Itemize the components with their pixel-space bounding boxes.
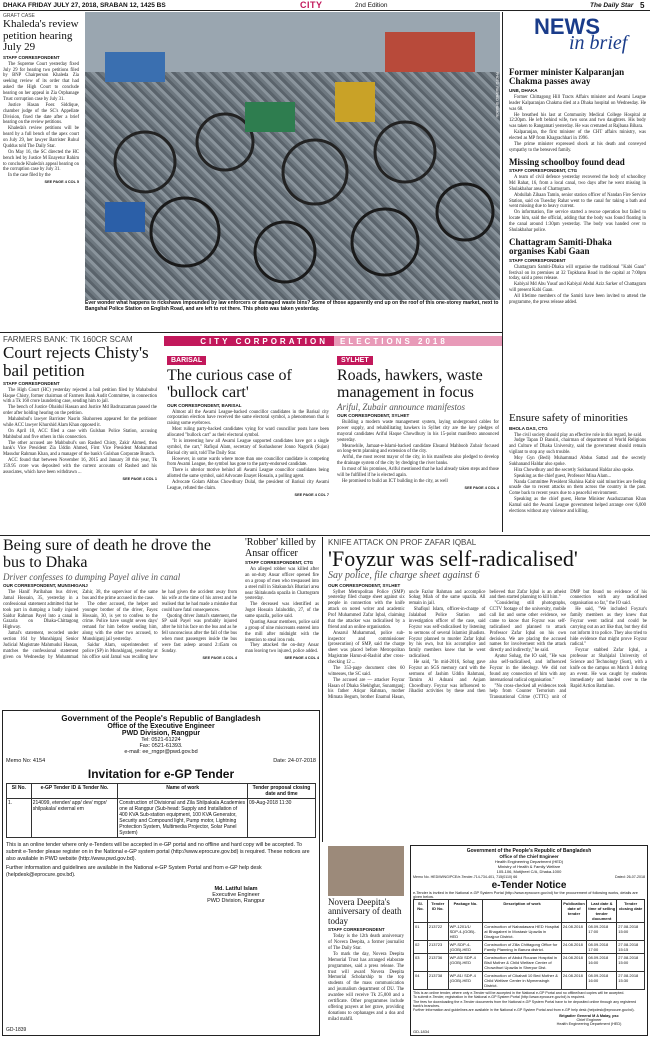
byline: STAFF CORRESPONDENT, CTG [509,168,578,174]
ad-dept-line: Health Engineering Department (HED) [494,859,564,864]
paragraph: The other accused, the helper and younger brother of the driver, Fayez Hossain, 30, is yet to confess to the crime. Police have sought seven days' remand for him before sending him, along with the other two accused, to Munshiganj jail yesterday. [82,601,158,643]
news-in-brief [505,12,650,410]
paragraph: "Considering still photographs, CCTV footage of the university, mobile call list and some other evidence, we came to know that Foyzur was self-radicalised and planned to attack Professor Zafar Iqbal on his own decision. We are placing the accused names for involvement with the attack directly and indirectly," he said. [489,601,567,654]
paragraph: Speaking as the chief guest, Home Minister Asaduzzaman Khan Kamal said the Awami League government helped arrange over 6,000 elections without any violence and killing. [509,497,646,514]
column-header: Description of work [483,900,562,923]
table-cell: 08.09.2018 16:00 [587,954,617,972]
ad-notes [413,991,645,1013]
byline: STAFF CORRESPONDENT, CTG [245,560,314,565]
paragraph: Ariful, the most recent mayor of the city, in his manifesto also pledged to develop the drainage system of the city by dredging the river banks. [337,455,499,467]
article-title: Being sure of death he drove the bus to Dhaka [3,537,211,571]
table-cell: 213722 [427,923,448,941]
paragraph: In most of his promises, Ariful mentioned that he had already taken steps and those will be fulfilled if he is elected again. [337,467,499,478]
paragraph: Khaleda's review petitions will be heard by a full bench of the apex court on July 29, her lawyer Barrister Ruhul Quddus told The Daily Star. [3,126,79,149]
table-header-row [414,900,645,923]
column-rule [322,537,323,842]
paragraph: All lifetime members of the Samiti have been invited to attend the programme, the press release added. [509,294,646,305]
paragraph: Ayatur Sohag, the IO said, "He was also self-radicalised, and influenced Foyzur in the ideology. We did not found any connection of him with any international radical organisation." [489,654,567,683]
table-cell: 02 [414,941,428,954]
article-robber-killed [242,537,322,707]
article-body [167,410,329,492]
paragraph: The prime minister expressed shock at his death and conveyed sympathy to the bereaved family. [509,141,646,153]
table-row [414,941,645,954]
paragraph: He promised to build an ICT building in the city, as well [342,478,448,484]
photo-illustration [85,12,500,300]
brief-item-title: Former minister Kalparanjan Chakma passes away [509,67,625,87]
paragraph: Mahabubul's lawyer Barrister Nasrin Shahoreen appeared for the petitioner while ACC lawyer Khurshid Alam Khan opposed it. [3,417,157,428]
paragraph: An alleged robber was killed after an on-duty Ansar officer opened fire on a group of men who trespassed into a steel mill in Sitakunda's Bhatiari area near Shitakunda upazila in Chattogram yesterday. [245,567,319,602]
table-cell: 03 [414,954,428,972]
column-header: Sl. No. [414,900,428,923]
tender-ad-hed [410,845,648,1036]
column-header: Tender closing date [617,900,645,923]
section-rule [0,535,650,536]
elections-band: ELECTIONS 2018 [334,336,502,346]
signatory-office: Health Engineering Department (HED) [556,1021,622,1026]
table-cell: Construction of Zilla Chittagong Office for Family Planning in Barura district. [483,941,562,954]
paragraph: The 353-page document cites 60 witnesses, the SC said. [328,665,405,677]
column-rule [502,12,503,532]
paragraph: The High Court (HC) yesterday rejected a bail petition filed by Mahabubul Haque Chisty, former chairman of Farmers Bank Audit Committee, in connection with a Tk 160 crore laundering case, sending him to jail. [3,387,157,405]
brief-item-body [509,175,646,234]
byline: STAFF CORRESPONDENT [328,927,385,933]
article-body [328,590,647,840]
ad-office-line: Office of the Chief Engineer [499,854,559,859]
brief-subtitle: in brief [569,32,628,54]
paragraph: He said, "We included Foyzur's family members as they knew that Foyzur went radical and could be carrying out an act like that, but they did not inform it to police. They also tried to hide evidence that might prove Foyzur radical." [570,607,647,648]
tender-table [6,783,316,838]
portrait-photo [328,846,404,896]
paragraph: Chattagram Samiti-Dhaka will organise the traditional "Kabi Gaan" festival on its premises at 32 Topkhana Road in the capital at 7:00pm today, said a press release. [509,264,646,282]
table-cell: 24.08.2018 [561,954,586,972]
ad-memo-row [6,758,316,764]
table-cell: 08.09.2018 16:00 [587,972,617,990]
table-cell: Construction of Divisional and Zila Shilpakala Academies one at Rangpur (Sub-head: Supply and Installation of 400 KVA Sub-station equipment, 100 KVA Generator, Security and Compound light, Pump motor, Lightning Protection System, Multimedia Projector, Solar Panel System) [118,799,248,838]
article-body [245,567,319,655]
paragraph: However, in some wards where more than one councillor candidate is competing from Awami League, the symbol has gone to the party-endorsed candidate. [167,456,329,468]
paragraph: Kalparanjan, the first minister of the CHT affairs ministry, was elected as MP from Khagrachhari in 1996. [509,130,646,141]
ad-signature [156,886,316,904]
article-chisty-bail [0,334,160,532]
continuation: SEE PAGE 4 COL 5 [44,180,79,185]
table-cell: WP-83/ SDP-4 (GOB)-HED [448,954,483,972]
paragraph: Abdullah Zihaan Tamin, senior station officer of Nandan Fire Service Station, said on Tuesday Rahat went to the canal for taking a bath and went missing due to heavy current. [509,192,646,210]
paragraph: Quoting driver Jamal's statement, the SP said Payel was probably injured after he hit his face on the bus and as he fell unconscious after the fall of the bus when most passengers inside the bus were fast asleep around 2:45am on Sunday. [161,613,237,654]
paragraph: Nanda Committee President Shahina Kabir said minorities are feeling unsafe due to recent attacks on them across the country in the past. Come back to recent years due to a peaceful environment. [509,479,646,497]
paragraph: Foyzur stabbed Zafar Iqbal, a professor at Shahjalal University of Science and Technology (Sust), with a knife on the campus on March 3 during an event. He was caught by students immediately and handed over to the Rapid Action Battalion. [570,648,647,689]
paragraph: The civil society should play an effective role in this regard, he said. [514,432,643,438]
ad-memo: Memo No: 4154 [6,758,46,764]
table-cell: 27.08.2018 15:30 [617,972,645,990]
column-header: Package No. [448,900,483,923]
paragraph: On information, fire service started a rescue operation but failed to locate him, said the official, adding that the body was found floating in the canal around 1:30pm yesterday. The body was handed over to Shulakbahar police. [509,210,646,233]
table-cell: Construction of Abdul Rouzan Hospital in Bisil Mother & Child Welfare Center of Chowdhuri Upazila in Sherpur Dist. [483,954,562,972]
byline: OUR CORRESPONDENT, SYLHET [337,413,410,419]
continuation: SEE PAGE 4 COL 1 [122,476,157,481]
paragraph: He breathed his last at Community Medical College Hospital at 12:20pm. He left behind wife, two sons and two daughters. His body was taken to Rangamati yesterday. He was cremated at Rajbana Bihara. [509,112,646,130]
ad-intro: e-Tender is invited in the National e-GP System Portal (http://www.eprocure.gov.bd) for the procurement of following works, details are given below. [413,891,638,899]
article-kicker: FARMERS BANK: TK 160CR SCAM [3,335,133,344]
continuation: SEE PAGE 4 COL 4 [284,656,319,661]
ad-fax: Fax: 0521-61393. [139,743,183,749]
byline: BHOLA DAS, CTG [509,425,548,431]
continuation: SEE PAGE 4 COL 4 [202,655,237,660]
column-header: Tender ID No. [427,900,448,923]
table-cell: 27.08.2018 15:15 [617,941,645,954]
section-rule [0,332,502,333]
article-title: 'Foyzur was self-radicalised' [328,546,578,571]
ad-office-line: Office of the Executive Engineer [107,723,215,730]
brief-title: NEWS [534,14,600,39]
photo-credit: PHOTO: RASHED SHUMON [495,72,499,118]
article-minorities [505,412,650,534]
brief-item-title: Chattagram Samiti-Dhaka organises Kabi Gaan [509,236,612,257]
ad-division-line: PWD Division, Rangpur [121,730,201,737]
paragraph: On April 10, ACC filed a case with Gulshan Police Station, accusing Mahbubul and five others in this connection. [3,428,157,440]
paragraph: The Hanif Paribahan bus driver, Jamal Hossain, 35, yesterday in a confessional statement admitted that he took part in dumping a badly injured Saidur Rahman Payel into a canal in Gazaria on Dhaka-Chittagong Highway. [3,590,79,631]
article-khaleda [0,12,82,330]
byline: OUR CORRESPONDENT, MUNSHIGANJ [3,583,88,589]
byline: STAFF CORRESPONDENT [3,380,60,386]
signatory-name: Md. Latiful Islam [214,886,258,893]
article-bullock-cart [164,348,332,532]
paragraph: He said, "In mid-2016, Sohag gave Foyzur an SGS memory card with the sermons of Jashim Uddin Rahmani, Tamim Al Adnani and Anjam Chowdhury. Foyzur was influenced to Jihadist activities by these and then believed that Zafar Iqbal is an atheist and then started planning to kill him." [408,589,567,695]
table-row [414,954,645,972]
table-cell: WP-1201/1/ SDP-4-(GOB)-HED [448,923,483,941]
article-foyzur [325,537,650,842]
paragraph: The other accused are Mahbubul's son Rashed Chisty, Zakir Ahmed, then bank's Vice President Zia Uddin Ahmed, First Vice President Mohammad Masudur Rahman Khan, and a manager of the bank's Gulshan Corporate Branch. [3,440,157,458]
table-cell: 08.09.2018 17:00 [587,941,617,954]
byline: OUR CORRESPONDENT, BARISAL [167,402,242,408]
table-cell: 01 [414,923,428,941]
column-header: Name of work [118,784,248,799]
paragraph: Sylhet Metropolitan Police (SMP) yesterday filed charge sheet against six people in connection with the knife attack on noted writer and academic Prof Muhammed Zafar Iqbal, claiming that the attacker was radicalised by a friend and an online organisation. [328,589,405,630]
table-cell: WP-SDP-4-(GOB)-HED [448,941,483,954]
column-header: Publication date of tender [561,900,586,923]
paragraph: Meanwhile, Jamaat-e-Islami-backed candidate Ehsanul Mahboob Zubair focused on long-term planning and extension of the city. [337,443,499,455]
ad-signature [533,1014,645,1026]
brief-heading [509,14,646,64]
masthead-small: The Daily Star [590,1,634,9]
paragraph: Hira Chowdhury and the secretly Sukhanand Haldar also spoke. [514,467,635,473]
page-header [0,0,650,10]
rickshaw-roof-photo [85,12,500,300]
article-body [3,388,157,476]
location-tag: BARISAL [167,356,206,365]
signatory-office: PWD Division, Rangpur [207,898,265,905]
ad-title: Invitation for e-GP Tender [87,767,235,781]
continuation: SEE PAGE 4 COL 7 [294,492,329,497]
byline: STAFF CORRESPONDENT [509,257,566,263]
ad-memo-row [413,875,645,879]
page-number: 5 [640,0,645,10]
table-cell: WP-81/ SDP-4 (GOB)-HED [448,972,483,990]
table-cell: 213723 [427,941,448,954]
paragraph: A team of civil defence yesterday recovered the body of schoolboy Md Rahat, 16, from a local canal, two days after he went missing in Shulakbahar area of Chattogram. [509,175,646,192]
paragraph: To mark the day, Novera Deepita Memorial Trust has arranged elaborate programmes, said a press release. The trust will award Novera Deepita Memorial Scholarship to the top students of the mass communication and journalism department of DU. The awardee will receive Tk 25,000 and a certificate. Other programmes include offering prayers at her grave, providing donations to orphanages and a doa and milad mahfil. [328,951,404,1022]
section-title: CITY [300,0,323,10]
article-title: 'Robber' killed by Ansar officer [245,537,316,559]
article-title: The curious case of 'bullock cart' [167,367,292,401]
paragraph: "It is interesting how all Awami League supported candidates have got a single symbol, the cart," Rafiqul Alam, secretary of Sushashoner Jonno Nagorik (Sujan) Barisal city unit, told The Daily Star. [167,438,329,456]
article-title: Novera Deepita's anniversary of death today [328,897,402,926]
table-cell: 214099, etender/ app/ dev/ mgpr/ shilpakala/ external em [31,799,118,838]
table-cell: Construction of Nabadasara HED Hospital at Bhagaberi in Mostasir Upazila in Dinajpur District. [483,923,562,941]
ad-ministry-line: Ministry of Health & Family Welfare [497,864,561,869]
paragraph: Quoting Ansar members, police said a group of nine miscreants entered into the mill after midnight with the intention to steal iron rods. [245,619,319,643]
table-cell: 1. [7,799,32,838]
article-body [3,590,237,661]
byline: UNB, DHAKA [509,87,538,93]
ad-title: e-Tender Notice [491,880,567,891]
paragraph: Moy Gyn (Bedi) Muhammad Abdus Sattad and the secretly Sukhanand Haldar also spoke. [509,456,646,467]
photo-caption: Ever wonder what happens to rickshaws impounded by law enforcers or damaged waste bins? Some of those apparently end up on the roof of this one-storey market, next to Bangshal Police Station on English Road, and are left to rot there. This photo was taken yesterday. [85,300,499,313]
paragraph: ACC found that between November 16, 2015 and January 30 this year, Tk 159.95 crore was deposited with the current accounts of Rashed and his associates, which have been withdrawn ... [3,458,157,475]
ad-note: Further information and guidelines are available in the National e-GP System Portal and from e-GP help desk (helpdesk@eprocure.gov.bd). [413,1008,635,1013]
paragraph: Shafiqul Islam, officer-in-charge of Jalalabad Police Station and investigation officer of the case, said Foyzur was self-radicalised by listening to sermons of several Islamist jihadists. Foyzur planned to murder Zafar Iqbal by his own, but his accomplice and family members knew that he went radicalised. [408,607,486,660]
signatory-title: Chief Engineer [576,1017,602,1022]
ad-note: The fees for downloading the e-Tender documents from the National e-GP System Portal have to be deposited online through any registered bank's branches. [413,999,637,1008]
article-body [328,934,404,1022]
table-cell: 24.08.2018 [561,972,586,990]
header-rule [0,10,650,11]
article-body [337,420,499,485]
table-row [7,799,316,838]
byline: STAFF CORRESPONDENT [3,54,60,60]
article-body [509,433,646,515]
ad-memo: Memo No. HED/WING/PCE/e-Tender-714-734-401, 715(0110) 66 [413,875,518,879]
table-cell: Construction of Cikahati 10 Bed Mother & Child Welfare Center in Mymensingh District. [483,972,562,990]
ad-email: e-mail: ee_rngpr@pwd.gov.bd [124,749,198,755]
article-deck: Ariful, Zubair announce manifestos [337,401,465,412]
paragraph: There is ulterior motive behind all Awami League councillor candidates being allotted the same symbol, said Advocate Enayet Hossain, a polling agent. [167,468,329,480]
table-cell: 213736 [427,954,448,972]
article-title: Ensure safety of minorities [509,412,628,424]
paragraph: Advocate Golam Abbas Chowdhury Dulal, the president of Barisal city Awami League, refuted the claim. [167,480,329,491]
ad-note: This is an online tender where only e-Tenders will be accepted in e-GP portal and no offline and hard copy will be accepted. To submit e-Tender please register on in the National e-GP system portal (http://www.eprocure.gov.bd) is required. These notices are also available in PWD website (http://www.pwd.gov.bd). [6,842,310,862]
tender-table [413,899,645,990]
paragraph: Kabiyal Md Abu Yusuf and Kabiyal Abdul Aziz Sarker of Chattagram will present Kabi Gaan. [509,282,646,294]
paragraph: Former Chittagong Hill Tracts Affairs minister and Awami League leader Kalparanjan Chakma died at a Dhaka hospital on Wednesday. He was 68. [509,94,646,112]
paragraph: They attacked the on-duty Ansar man leaving two injured, police added. [245,643,319,655]
ad-govt-line: Government of the People's Republic of Bangladesh [61,714,261,723]
ad-note: Further information and guidelines are available in the National e-GP System Portal and from e-GP help desk (helpdesk@eprocure.gov.bd). [6,864,262,878]
paragraph: Ansarul Muhammad, police sub-inspector and commissioner (prosecution) of SMP, said the charge sheet was placed before Metropolitan Magistrate Harun-al-Rashid after cross-checking 12 ... [328,630,405,666]
column-header: e-GP Tender ID & Tender No. [31,784,118,799]
signatory-name: Brigadier General M A Malay, psc [559,1013,619,1018]
byline: OUR CORRESPONDENT, SYLHET [328,582,401,588]
table-cell: 24.08.2018 [561,941,586,954]
article-body [3,62,79,180]
signatory-title: Executive Engineer [212,892,260,899]
paragraph: Speaking as the chief guest, Professor Mina Alam... [514,473,611,479]
brief-item-title: Missing schoolboy found dead [509,156,625,167]
column-header: Sl No. [7,784,32,799]
tender-ad-pwd [2,710,320,1036]
ad-note: To submit e-Tender, registration in the National e-GP System Portal (http://www.eprocure.gov.bd) is required. [413,995,586,1000]
table-cell: 213738 [427,972,448,990]
article-payel-case [0,537,240,707]
paragraph: Jamal's statement, recorded under section 164 by Munshiganj Senior Judicial Magistrate Mahmudul Hassan, matches the confessional statement given on Wednesday by Mohammad Zahir, 38, the supervisor of the same bus and the prime accused in the case. [3,590,158,660]
edition-label: 2nd Edition [355,1,388,9]
ad-code: GD-1839 [6,1027,27,1033]
paragraph: Saidur Alam, superintendent of police (SP) in Munshiganj, yesterday at his office said Jamal was recalling how he had given the accident away from his wife at the time of his arrest and he realised that he had made a mistake that could have fatal consequences. [82,590,237,660]
paragraph: The Supreme Court yesterday fixed July 29 for hearing two petitions filed by BNP Chairperson Khaleda Zia seeking review of its order that had asked the High Court to conclude hearing on her appeal in Zia Orphanage Trust corruption case by July 31. [3,61,79,102]
dateline: DHAKA FRIDAY JULY 27, 2018, SRABAN 12, 1425 BS [3,1,166,9]
table-cell: 24.08.2018 [561,923,586,941]
article-sylhet-manifesto [334,348,502,532]
ad-date: Date: 24-07-2018 [273,758,316,764]
paragraph: The bench of Justice Obaidul Hassan and Justice Md Badruzzaman passed the order after holding hearing on the petition. [3,405,157,417]
table-cell: 09-Aug-2018 11:30 [248,799,316,838]
city-corporation-band: CITY CORPORATION [164,336,334,346]
table-row [414,972,645,990]
article-title: Roads, hawkers, waste management in focus [337,367,483,401]
paragraph: Justice Hasan Foez Siddique, chamber judge of the SC's Appellate Division, fixed the date after a brief hearing on the review petitions. [3,102,79,126]
ad-code: GD-1834 [413,1029,430,1034]
paragraph: The accused are — attacker Foyzur Hasan of Dhaka Shekhghat, Sunamganj; his father Atiqur Rahman, mother Mimata Begum, brother Enamul Hasan, uncle Fazlur Rahman and accomplice Sohag Miah of the same upazila. All remain in jail. [328,589,486,701]
article-deck: Driver confesses to dumping Payel alive in canal [3,571,181,582]
paragraph: In the case filed by the [8,173,51,179]
article-kicker: GRAFT CASE [3,13,35,19]
brief-item-body [509,265,646,306]
ad-address-line: 105-106, Motijheel C/A, Dhaka-1000 [496,869,562,874]
article-title: Khaleda's review petition hearing July 29 [3,18,79,54]
ad-tel: Tel: 0521-61224 [141,737,181,743]
paragraph: "No cross-checked all evidences took help from Counter Terrorism and Transnational Crime (CTTC) unit of DMP but found no evidence of his connection with any radicalised organisation so far," the IO said. [489,589,647,701]
brief-item-body [509,95,646,154]
article-title: Court rejects Chisty's bail petition [3,343,149,380]
paragraph: Building a modern waste management system, laying underground cables for power supply, and rehabilitating hawkers in Sylhet city are the key pledges of mayoral candidates Ariful Haque Chowdhury in his 15-point manifesto announced yesterday. [337,420,499,443]
paragraph: Judge Tapan D Bansiri, chairman of department of World Religions and Culture of Dhaka University, said the government should remain vigilant to stop any such trouble. [509,438,646,456]
table-cell: 27.08.2018 15:00 [617,923,645,941]
table-cell: 04 [414,972,428,990]
continuation: SEE PAGE 4 COL 4 [464,485,499,490]
article-deck: Say police, file charge sheet against 6 [328,570,480,582]
paragraph: Today is the 12th death anniversary of Novera Deepita, a former journalist of The Daily Star. [328,934,404,952]
table-cell: 08.09.2018 17:00 [587,923,617,941]
ad-note: This is an online tender, where only e-Tender will be accepted in the National e-GP Portal and no offline/hard copies will be accepted. [413,991,625,995]
column-header: Tender proposal closing date and time [248,784,316,799]
article-novera-deepita [325,845,407,1037]
paragraph: The deceased was identified as Jogot Hossain Jalaluddin, 27, of the same upazila, police said. [245,602,319,619]
table-cell: 27.08.2018 15:00 [617,954,645,972]
table-row [414,923,645,941]
paragraph: Almost all the Awami League-backed councillor candidates in the Barisal city corporation election have received the same electoral symbol, a phenomenon that is raising some eyebrows. [167,409,329,427]
paragraph: On May 16, the SC directed the HC bench led by Justice M Enayetur Rahim to conclude Khaleda's appeal hearing on the corruption case by July 31. [3,149,79,173]
column-header: Last date & time of selling tender document [588,901,616,921]
table-header-row [7,784,316,799]
location-tag: SYLHET [337,356,373,365]
ad-govt-line: Government of the People's Republic of Bangladesh [466,848,592,854]
ad-date: Dated: 26-07-2018 [615,875,645,879]
paragraph: Most ruling party-backed candidates vying for ward councillor posts have been allocated "bullock cart" as their electoral symbol. [167,427,329,439]
article-kicker: KNIFE ATTACK ON PROF ZAFAR IQBAL [328,538,477,547]
